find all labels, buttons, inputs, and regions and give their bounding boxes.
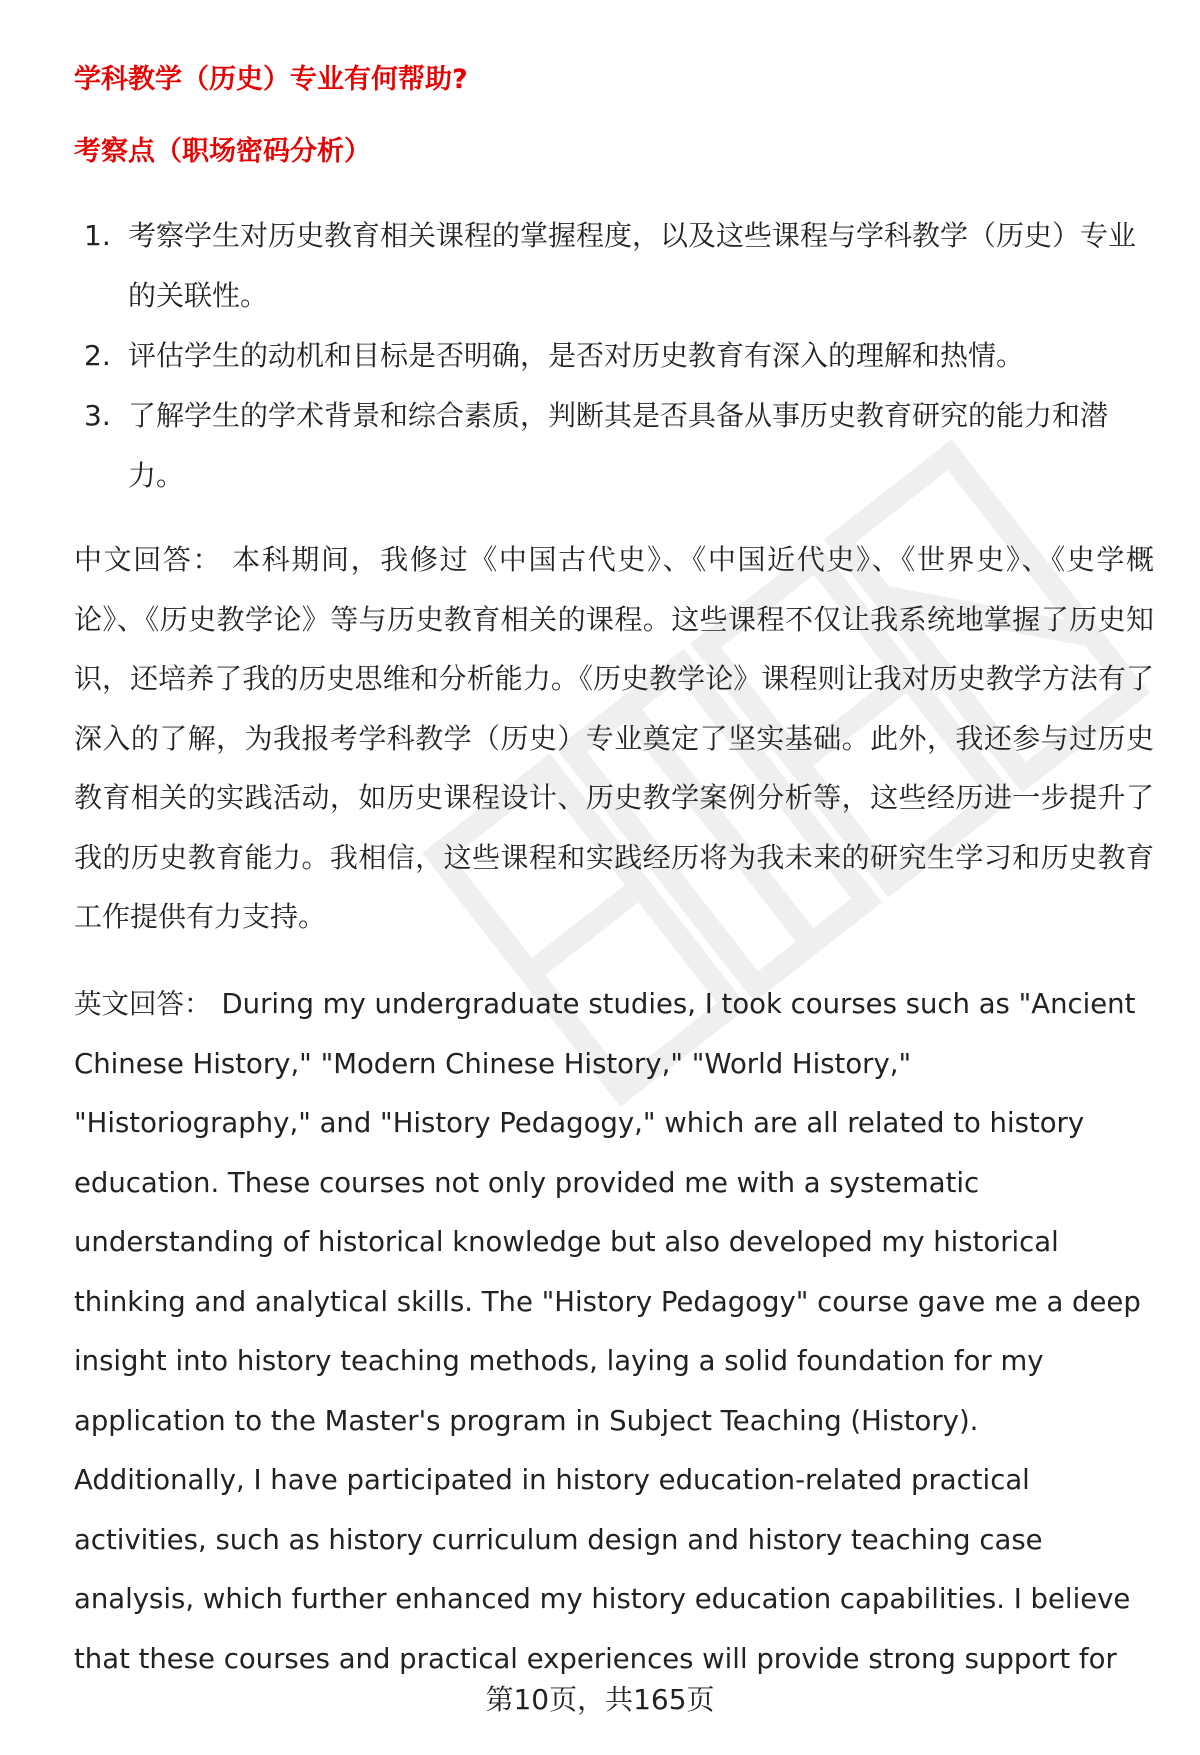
list-item bbox=[74, 206, 1154, 326]
list-item bbox=[74, 386, 1154, 506]
list-item-number: 3. bbox=[84, 399, 111, 432]
english-answer-text: During my undergraduate studies, I took courses such as "Ancient Chinese History," "Modern Chinese History," "World History," "Historiography," and "History Pedagogy," which are all related to history education. These courses not only provided me with a systematic understanding of historical knowledge but also developed my historical thinking and analytical skills. The "History Pedagogy" course gave me a deep insight into history teaching methods, laying a solid foundation for my application to the Master's program in Subject Teaching (History). Additionally, I have participated in history education-related practical activities, such as history curriculum design and history teaching case analysis, which further enhanced my history education capabilities. I believe that these courses and practical experiences will provide strong support for bbox=[74, 988, 1141, 1675]
list-item-text: 了解学生的学术背景和综合素质，判断其是否具备从事历史教育研究的能力和潜力。 bbox=[128, 399, 1109, 492]
english-answer-label: 英文回答： bbox=[74, 988, 212, 1020]
page-title: 学科教学（历史）专业有何帮助? bbox=[74, 64, 468, 95]
chinese-answer-label: 中文回答： bbox=[74, 543, 223, 576]
list-item-text: 评估学生的动机和目标是否明确，是否对历史教育有深入的理解和热情。 bbox=[128, 339, 1025, 372]
page-number: 第10页，共165页 bbox=[485, 1683, 715, 1716]
list-item-number: 1. bbox=[84, 219, 111, 252]
list-item bbox=[74, 326, 1154, 386]
list-item-number: 2. bbox=[84, 339, 111, 372]
chinese-answer bbox=[74, 530, 1154, 947]
list-item-text: 考察学生对历史教育相关课程的掌握程度，以及这些课程与学科教学（历史）专业的关联性。 bbox=[128, 219, 1137, 312]
section-subtitle: 考察点（职场密码分析） bbox=[74, 136, 371, 167]
assessment-points-list bbox=[74, 206, 1154, 506]
english-answer bbox=[74, 975, 1154, 1689]
chinese-answer-text: 本科期间，我修过《中国古代史》、《中国近代史》、《世界史》、《史学概论》、《历史教学论》等与历史教育相关的课程。这些课程不仅让我系统地掌握了历史知识，还培养了我的历史思维和分析能力。《历史教学论》课程则让我对历史教学方法有了深入的了解，为我报考学科教学（历史）专业奠定了坚实基础。此外，我还参与过历史教育相关的实践活动，如历史课程设计、历史教学案例分析等，这些经历进一步提升了我的历史教育能力。我相信，这些课程和实践经历将为我未来的研究生学习和历史教育工作提供有力支持。 bbox=[74, 543, 1154, 933]
